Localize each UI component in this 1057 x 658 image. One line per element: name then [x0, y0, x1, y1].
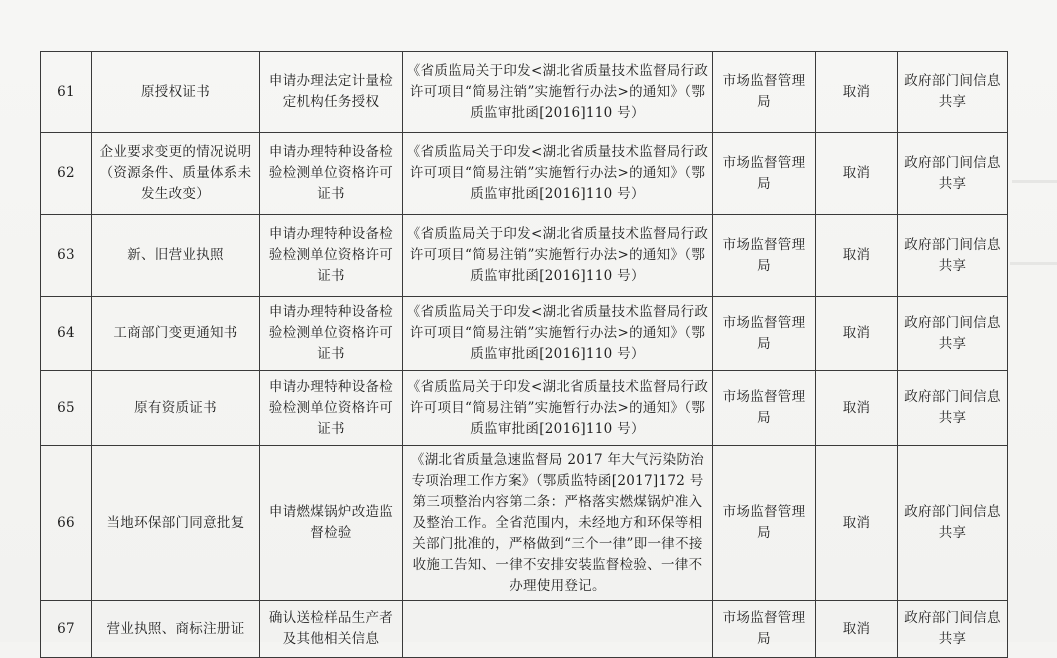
approval-item: 确认送检样品生产者及其他相关信息: [260, 601, 403, 658]
legal-basis: 《省质监局关于印发<湖北省质量技术监督局行政许可项目“简易注销”实施暂行办法>的通知》（鄂质监审批函[2016]110 号）: [403, 52, 713, 133]
approval-item: 申请办理特种设备检验检测单位资格许可证书: [260, 215, 403, 297]
table-row: [41, 52, 1008, 133]
legal-basis: 《省质监局关于印发<湖北省质量技术监督局行政许可项目“简易注销”实施暂行办法>的通知》（鄂质监审批函[2016]110 号）: [403, 215, 713, 297]
row-number: 61: [41, 52, 92, 133]
verification-method: 政府部门间信息共享: [898, 133, 1008, 215]
verification-method: 政府部门间信息共享: [898, 297, 1008, 371]
approval-item: 申请燃煤锅炉改造监督检验: [260, 446, 403, 601]
material-name: 工商部门变更通知书: [92, 297, 260, 371]
material-name: 原授权证书: [92, 52, 260, 133]
action: 取消: [816, 215, 898, 297]
row-number: 62: [41, 133, 92, 215]
row-number: 64: [41, 297, 92, 371]
material-name: 企业要求变更的情况说明（资源条件、质量体系未发生改变）: [92, 133, 260, 215]
table-row: [41, 446, 1008, 601]
material-name: 原有资质证书: [92, 371, 260, 446]
material-name: 营业执照、商标注册证: [92, 601, 260, 658]
scan-margin-mark: [1012, 180, 1057, 183]
action: 取消: [816, 601, 898, 658]
approval-item: 申请办理特种设备检验检测单位资格许可证书: [260, 297, 403, 371]
material-name: 当地环保部门同意批复: [92, 446, 260, 601]
table-row: [41, 297, 1008, 371]
verification-method: 政府部门间信息共享: [898, 446, 1008, 601]
action: 取消: [816, 297, 898, 371]
action: 取消: [816, 446, 898, 601]
responsible-department: 市场监督管理局: [713, 52, 816, 133]
action: 取消: [816, 52, 898, 133]
row-number: 66: [41, 446, 92, 601]
legal-basis: 《湖北省质量急速监督局 2017 年大气污染防治专项治理工作方案》（鄂质监特函[2017]172 号第三项整治内容第二条：严格落实燃煤锅炉准入及整治工作。全省范围内，未经地方和环保等相关部门批准的，严格做到“三个一律”即一律不接收施工告知、一律不安排安装监督检验、一律不办理使用登记。: [403, 446, 713, 601]
legal-basis: 《省质监局关于印发<湖北省质量技术监督局行政许可项目“简易注销”实施暂行办法>的通知》（鄂质监审批函[2016]110 号）: [403, 371, 713, 446]
approval-item: 申请办理特种设备检验检测单位资格许可证书: [260, 133, 403, 215]
verification-method: 政府部门间信息共享: [898, 601, 1008, 658]
approval-item: 申请办理法定计量检定机构任务授权: [260, 52, 403, 133]
responsible-department: 市场监督管理局: [713, 371, 816, 446]
material-name: 新、旧营业执照: [92, 215, 260, 297]
responsible-department: 市场监督管理局: [713, 601, 816, 658]
responsible-department: 市场监督管理局: [713, 133, 816, 215]
table-row: [41, 601, 1008, 658]
legal-basis: [403, 601, 713, 658]
action: 取消: [816, 133, 898, 215]
table-row: [41, 133, 1008, 215]
scan-margin-mark: [1010, 262, 1057, 265]
legal-basis: 《省质监局关于印发<湖北省质量技术监督局行政许可项目“简易注销”实施暂行办法>的通知》（鄂质监审批函[2016]110 号）: [403, 133, 713, 215]
row-number: 67: [41, 601, 92, 658]
responsible-department: 市场监督管理局: [713, 297, 816, 371]
verification-method: 政府部门间信息共享: [898, 52, 1008, 133]
materials-table: [40, 51, 1008, 658]
table-row: [41, 215, 1008, 297]
table-row: [41, 371, 1008, 446]
verification-method: 政府部门间信息共享: [898, 371, 1008, 446]
row-number: 65: [41, 371, 92, 446]
verification-method: 政府部门间信息共享: [898, 215, 1008, 297]
action: 取消: [816, 371, 898, 446]
responsible-department: 市场监督管理局: [713, 446, 816, 601]
responsible-department: 市场监督管理局: [713, 215, 816, 297]
approval-item: 申请办理特种设备检验检测单位资格许可证书: [260, 371, 403, 446]
legal-basis: 《省质监局关于印发<湖北省质量技术监督局行政许可项目“简易注销”实施暂行办法>的通知》（鄂质监审批函[2016]110 号）: [403, 297, 713, 371]
row-number: 63: [41, 215, 92, 297]
